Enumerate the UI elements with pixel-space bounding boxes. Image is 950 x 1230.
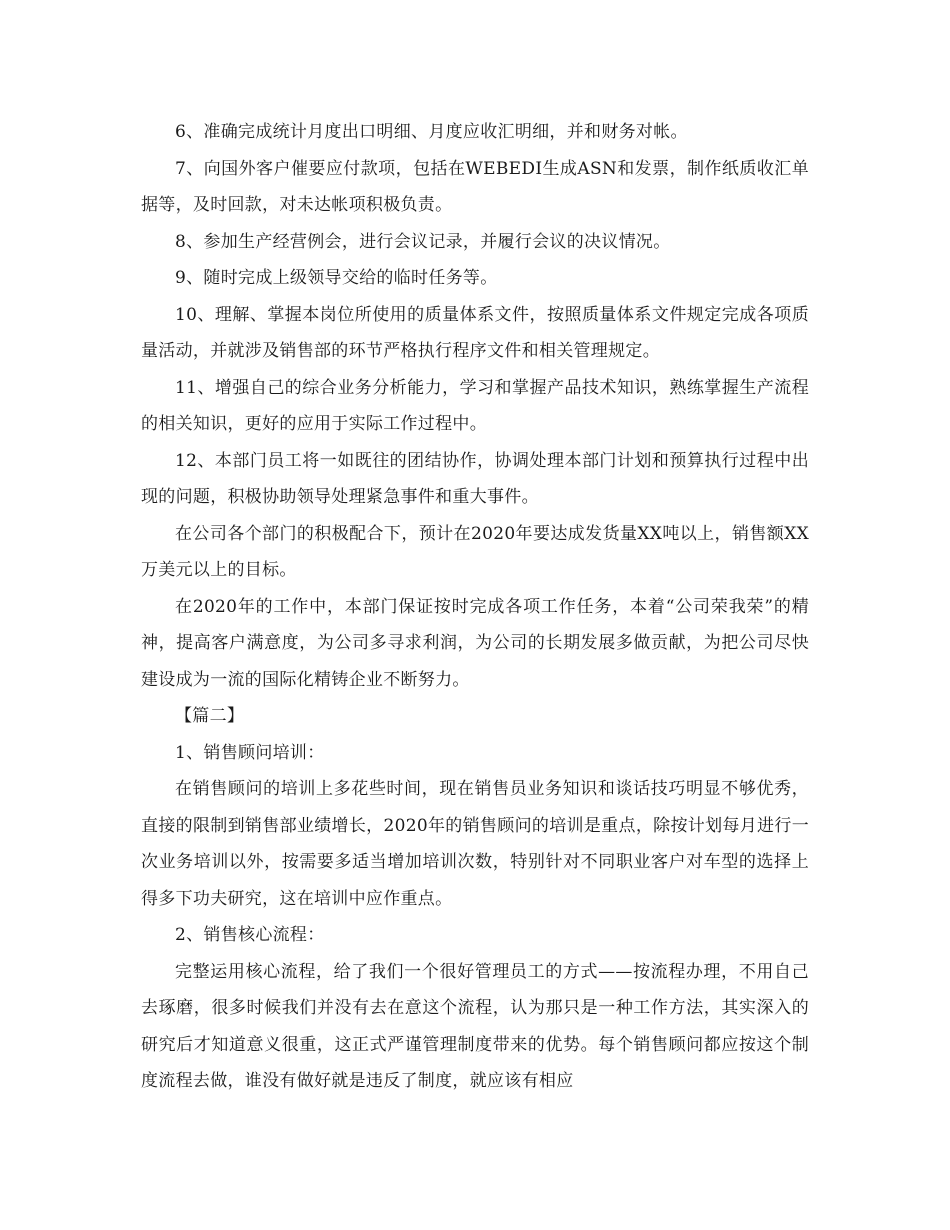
paragraph-core-process: 完整运用核心流程，给了我们一个很好管理员工的方式——按流程办理，不用自己去琢磨，很多时候我们并没有去在意这个流程，认为那只是一种工作方法，其实深入的研究后才知道意义很重，这正式严谨管理制度带来的优势。每个销售顾问都应按这个制度流程去做，谁没有做好就是违反了制度，就应该有相应 [141,961,809,1091]
paragraph-item-12: 12、本部门员工将一如既往的团结协作，协调处理本部门计划和预算执行过程中出现的问题，积极协助领导处理紧急事件和重大事件。 [141,450,809,507]
paragraph-item-8: 8、参加生产经营例会，进行会议记录，并履行会议的决议情况。 [175,231,671,252]
paragraph-item-6: 6、准确完成统计月度出口明细、月度应收汇明细，并和财务对帐。 [175,122,688,142]
paragraph-item-10: 10、理解、掌握本岗位所使用的质量体系文件，按照质量体系文件规定完成各项质量活动，并就涉及销售部的环节严格执行程序文件和相关管理规定。 [141,304,809,361]
paragraph-item-9: 9、随时完成上级领导交给的临时任务等。 [175,268,498,288]
subheading-sales-training: 1、销售顾问培训： [175,742,325,763]
subheading-core-process: 2、销售核心流程： [175,925,325,945]
paragraph-item-7: 7、向国外客户催要应付款项，包括在WEBEDI生成ASN和发票，制作纸质收汇单据等，及时回款，对未达帐项积极负责。 [141,158,809,215]
section-heading-part-two: 【篇二】 [175,706,245,726]
paragraph-work-commitment: 在2020年的工作中，本部门保证按时完成各项工作任务，本着“公司荣我荣”的精神，提高客户满意度，为公司多寻求利润，为公司的长期发展多做贡献，为把公司尽快建设成为一流的国际化精铸企业不断努力。 [141,596,809,690]
document-body [141,114,809,1100]
paragraph-item-11: 11、增强自己的综合业务分析能力，学习和掌握产品技术知识，熟练掌握生产流程的相关知识，更好的应用于实际工作过程中。 [141,377,809,434]
paragraph-sales-training: 在销售顾问的培训上多花些时间，现在销售员业务知识和谈话技巧明显不够优秀，直接的限制到销售部业绩增长，2020年的销售顾问的培训是重点，除按计划每月进行一次业务培训以外，按需要多适当增加培训次数，特别针对不同职业客户对车型的选择上得多下功夫研究，这在培训中应作重点。 [141,779,809,909]
paragraph-sales-target: 在公司各个部门的积极配合下，预计在2020年要达成发货量XX吨以上，销售额XX万美元以上的目标。 [141,523,809,580]
